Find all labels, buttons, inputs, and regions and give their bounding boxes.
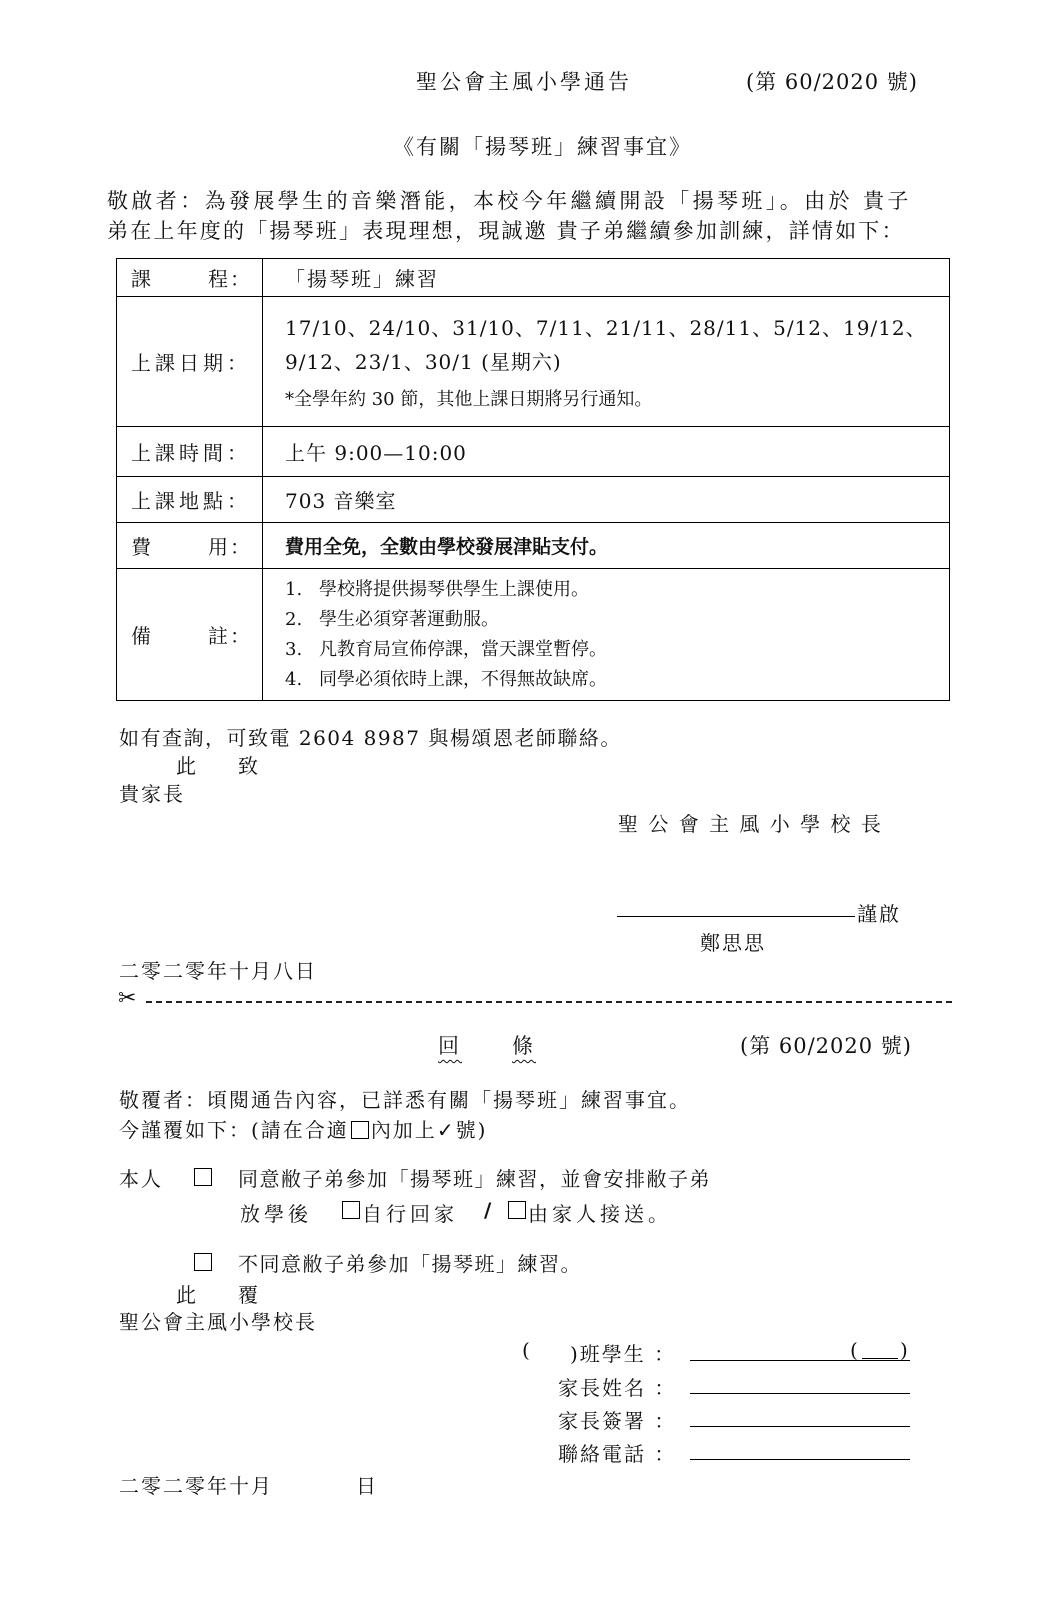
parent-name-label: 家長姓名 ：: [558, 1376, 677, 1400]
principal-title: 聖 公 會 主 風 小 學 校 長: [618, 812, 883, 836]
reply-me-label: 本人: [119, 1167, 163, 1191]
reply-line-1: 敬覆者：頃閱通告內容，已詳悉有關「揚琴班」練習事宜。: [119, 1088, 691, 1112]
course-details-table: [116, 258, 950, 701]
enquiry-text: 如有查詢，可致電 2604 8987 與楊頌恩老師聯絡。: [119, 726, 622, 750]
time-label: 上課時間：: [117, 427, 263, 477]
scissors-icon: ✂: [118, 986, 137, 1011]
table-row-remarks: [117, 569, 950, 701]
notice-subject: 《有關「揚琴班」練習事宜》: [393, 135, 692, 159]
notice-number: (第 60/2020 號): [746, 70, 918, 94]
list-item: 2. 學生必須穿著運動服。: [285, 608, 499, 630]
respectfully-text: 謹啟: [857, 902, 901, 926]
reply-ci: 此: [176, 1283, 198, 1307]
table-row-course: [117, 259, 950, 297]
parents-addressee: 貴家長: [119, 782, 185, 806]
checkmark-icon: ✓: [436, 1118, 456, 1142]
self-home-text: 自行回家: [362, 1202, 458, 1226]
list-item: 4. 同學必須依時上課，不得無故缺席。: [285, 668, 607, 690]
dates-line-1: 17/10、24/10、31/10、7/11、21/11、28/11、5/12、19/12、: [285, 315, 927, 340]
agree-text: 同意敝子弟參加「揚琴班」練習，並會安排敝子弟: [238, 1167, 711, 1191]
reply-notice-number: (第 60/2020 號): [740, 1034, 912, 1058]
list-item: 1. 學校將提供揚琴供學生上課使用。: [285, 578, 589, 600]
intro-line-2: 弟在上年度的「揚琴班」表現理想，現誠邀 貴子弟繼續參加訓練，詳情如下：: [107, 219, 905, 243]
class-open-paren: (: [522, 1338, 532, 1362]
reply-date-left: 二零二零年十月: [119, 1474, 273, 1498]
parent-name-field[interactable]: [690, 1393, 910, 1394]
reply-title-hui: 回: [438, 1034, 462, 1058]
course-label: 課 程：: [117, 259, 263, 297]
remarks-list: [285, 571, 939, 699]
phone-field[interactable]: [690, 1459, 910, 1460]
remarks-value: [263, 569, 950, 701]
class-label: )班學生 ：: [570, 1342, 677, 1366]
sample-checkbox-icon: [351, 1121, 369, 1139]
dates-value: [263, 297, 950, 427]
list-item: 3. 凡教育局宣佈停課，當天課堂暫停。: [285, 638, 607, 660]
after-school-label: 放學後: [240, 1202, 312, 1226]
time-value: 上午 9:00—10:00: [263, 427, 950, 477]
reply-fu: 覆: [238, 1283, 260, 1307]
parent-signature-field[interactable]: [690, 1426, 910, 1427]
fee-value: 費用全免，全數由學校發展津貼支付。: [263, 523, 950, 569]
option-slash: /: [484, 1198, 494, 1222]
course-value: 「揚琴班」練習: [263, 259, 950, 297]
school-notice-title: 聖公會主風小學通告: [416, 70, 632, 94]
disagree-checkbox[interactable]: [194, 1253, 212, 1271]
salutation-ci: 此: [176, 754, 198, 778]
table-row-venue: [117, 477, 950, 523]
class-no-open-paren: (: [850, 1338, 860, 1362]
reply-principal: 聖公會主風小學校長: [119, 1310, 317, 1334]
venue-value: 703 音樂室: [263, 477, 950, 523]
family-pickup-checkbox[interactable]: [508, 1201, 526, 1219]
dates-label: 上課日期：: [117, 297, 263, 427]
table-row-fee: [117, 523, 950, 569]
table-row-time: [117, 427, 950, 477]
reply-line-2: 今謹覆如下：(請在合適 內加上✓號): [119, 1118, 488, 1142]
self-home-checkbox[interactable]: [342, 1201, 360, 1219]
disagree-text: 不同意敝子弟參加「揚琴班」練習。: [238, 1252, 582, 1276]
family-pickup-text: 由家人接送。: [528, 1202, 672, 1226]
dates-line-2: 9/12、23/1、30/1 (星期六): [285, 349, 562, 374]
remarks-label: 備 註：: [117, 569, 263, 701]
student-name-field[interactable]: [690, 1360, 910, 1361]
reply-title-tiao: 條: [512, 1034, 536, 1058]
cut-line-divider: [146, 1001, 952, 1003]
notice-date: 二零二零年十月八日: [119, 959, 317, 983]
intro-line-1: 敬啟者：為發展學生的音樂潛能，本校今年繼續開設「揚琴班」。由於 貴子: [107, 189, 912, 213]
table-row-dates: [117, 297, 950, 427]
signature-line: [617, 916, 855, 917]
phone-label: 聯絡電話 ：: [558, 1442, 677, 1466]
dates-note: *全學年約 30 節，其他上課日期將另行通知。: [285, 388, 653, 410]
agree-checkbox[interactable]: [194, 1168, 212, 1186]
principal-name: 鄭思思: [700, 931, 766, 955]
class-number-field[interactable]: [862, 1358, 898, 1359]
class-no-close-paren: ): [900, 1338, 910, 1362]
fee-label: 費 用：: [117, 523, 263, 569]
venue-label: 上課地點：: [117, 477, 263, 523]
salutation-zhi: 致: [238, 754, 260, 778]
parent-sign-label: 家長簽署 ：: [558, 1409, 677, 1433]
reply-date-right: 日: [356, 1474, 378, 1498]
